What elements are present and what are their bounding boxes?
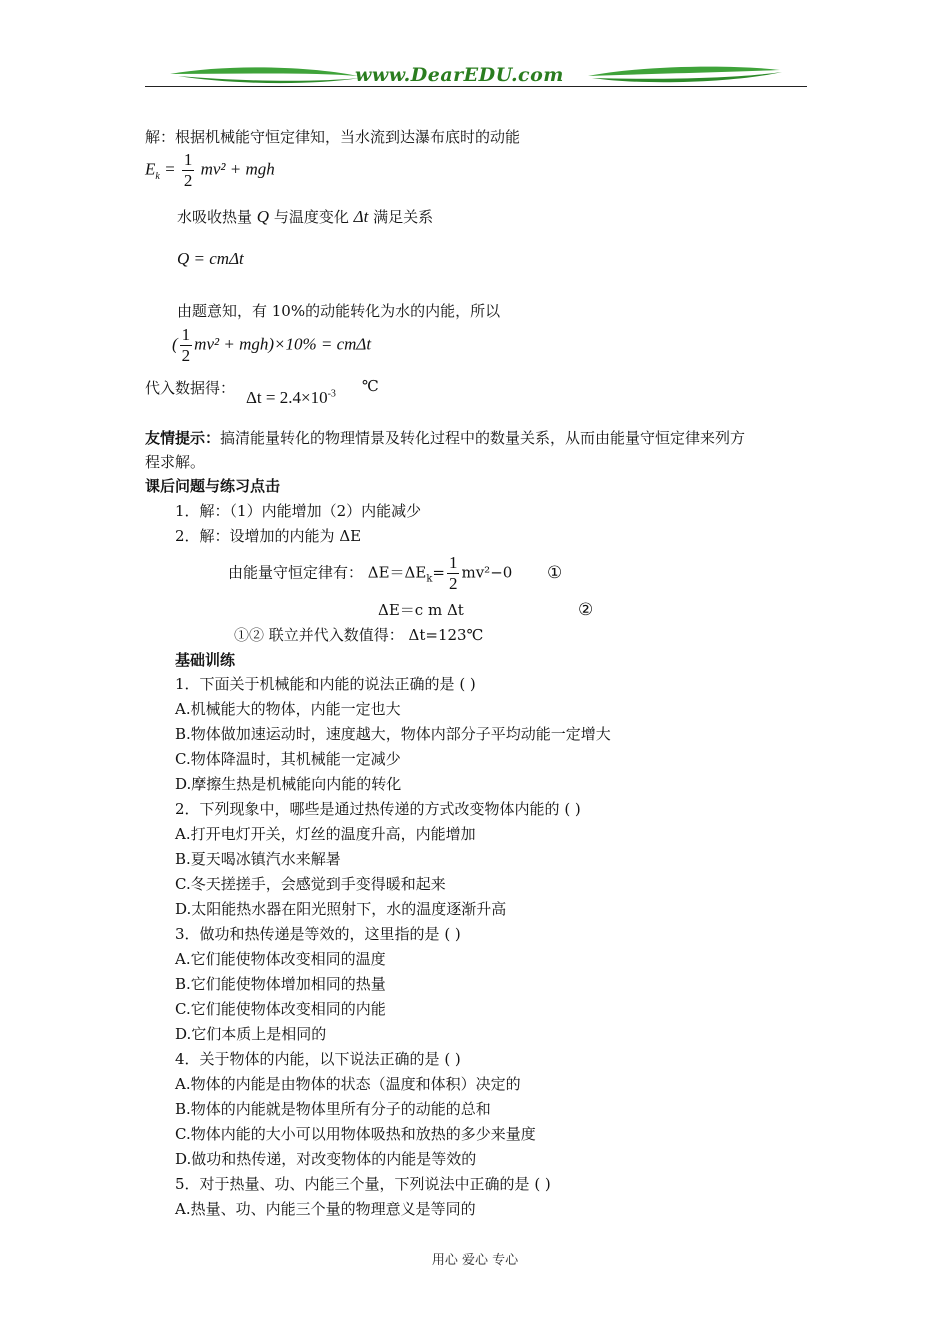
list-item: C.物体内能的大小可以用物体吸热和放热的多少来量度 <box>175 1125 536 1143</box>
tip-line-1: 友情提示：搞清能量转化的物理情景及转化过程中的数量关系，从而由能量守恒定律来列方 <box>145 429 746 447</box>
list-item: B.夏天喝冰镇汽水来解暑 <box>175 850 341 868</box>
equation-kinetic-energy: $E_k$ = $\frac{1}{2}$ mv² + mgh <box>145 150 275 190</box>
training-title: 基础训练 <box>175 651 236 669</box>
result-value: $\Delta t = 2.4\times 10^{-3}$ <box>246 388 336 407</box>
list-item: 5．对于热量、功、内能三个量，下列说法中正确的是 ( ) <box>175 1175 551 1193</box>
energy-result: ①② 联立并代入数值得： Δt=123℃ <box>234 626 484 644</box>
energy-equation-1: 由能量守恒定律有： $\Delta E=\Delta E_k=$ $\frac{1}{2}$ mv²−0 <box>228 553 513 593</box>
list-item: D.摩擦生热是机械能向内能的转化 <box>175 775 402 793</box>
energy-equation-2: ΔE＝c m Δt <box>378 601 464 619</box>
list-item: A.热量、功、内能三个量的物理意义是等同的 <box>175 1200 476 1218</box>
site-logo-text: www.DearEDU.com <box>355 64 564 86</box>
tip-line-2: 程求解。 <box>145 453 206 471</box>
list-item: C.它们能使物体改变相同的内能 <box>175 1000 386 1018</box>
substitute-label: 代入数据得： <box>145 379 236 397</box>
ratio-text: 由题意知，有 10%的动能转化为水的内能，所以 <box>177 302 501 320</box>
list-item: A.打开电灯开关，灯丝的温度升高，内能增加 <box>175 825 476 843</box>
solution-intro: 解：根据机械能守恒定律知，当水流到达瀑布底时的动能 <box>145 128 521 146</box>
list-item: 3．做功和热传递是等效的，这里指的是 ( ) <box>175 925 461 943</box>
list-item: C.物体降温时，其机械能一定减少 <box>175 750 401 768</box>
exercise-answer-2: 2．解：设增加的内能为 ΔE <box>175 527 362 545</box>
list-item: D.它们本质上是相同的 <box>175 1025 327 1043</box>
header-rule <box>145 86 807 87</box>
heat-relation-text: 水吸收热量 Q 与温度变化 Δt 满足关系 <box>177 207 434 226</box>
result-unit: ℃ <box>362 377 379 395</box>
equation-mark-2: ② <box>578 600 594 620</box>
equation-energy-balance: ( $\frac{1}{2}$ mv² + mgh)×10% = cmΔt <box>172 325 372 365</box>
exercises-title: 课后问题与练习点击 <box>145 477 281 495</box>
list-item: B.物体的内能就是物体里所有分子的动能的总和 <box>175 1100 491 1118</box>
list-item: 2．下列现象中，哪些是通过热传递的方式改变物体内能的 ( ) <box>175 800 581 818</box>
list-item: B.物体做加速运动时，速度越大，物体内部分子平均动能一定增大 <box>175 725 611 743</box>
list-item: A.机械能大的物体，内能一定也大 <box>175 700 401 718</box>
list-item: B.它们能使物体增加相同的热量 <box>175 975 386 993</box>
list-item: C.冬天搓搓手，会感觉到手变得暖和起来 <box>175 875 446 893</box>
list-item: A.物体的内能是由物体的状态（温度和体积）决定的 <box>175 1075 521 1093</box>
equation-heat: Q = cmΔt <box>177 249 244 268</box>
list-item: D.做功和热传递，对改变物体的内能是等效的 <box>175 1150 477 1168</box>
list-item: 4．关于物体的内能，以下说法正确的是 ( ) <box>175 1050 461 1068</box>
list-item: A.它们能使物体改变相同的温度 <box>175 950 386 968</box>
exercise-answer-1: 1．解：（1）内能增加（2）内能减少 <box>175 502 422 520</box>
page-footer: 用心 爱心 专心 <box>431 1253 519 1268</box>
training-list <box>175 674 611 1224</box>
list-item: D.太阳能热水器在阳光照射下，水的温度逐渐升高 <box>175 900 507 918</box>
equation-mark-1: ① <box>547 563 563 583</box>
list-item: 1．下面关于机械能和内能的说法正确的是 ( ) <box>175 675 476 693</box>
